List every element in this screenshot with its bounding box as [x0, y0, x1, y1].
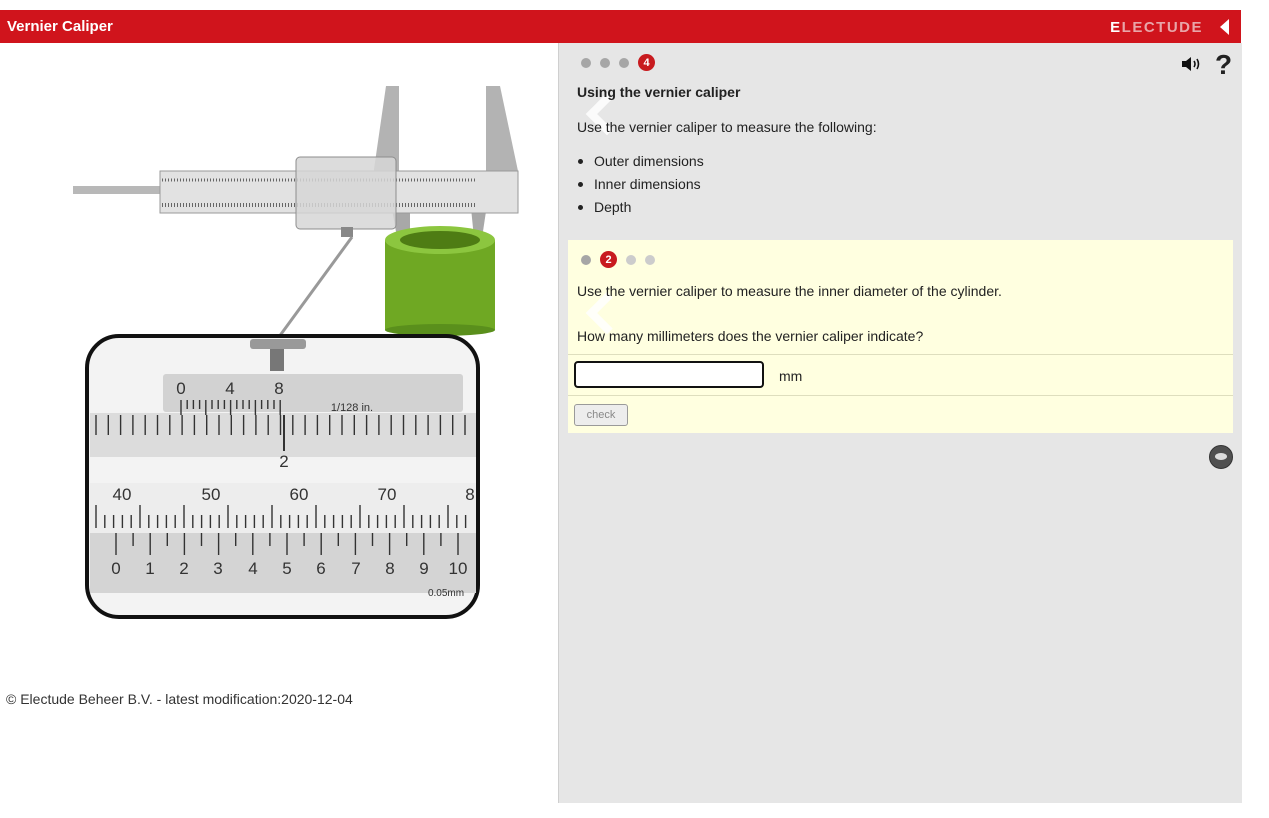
thumb-screw[interactable]: [341, 227, 353, 237]
vernier-number: 5: [282, 559, 292, 578]
copyright-footer: © Electude Beheer B.V. - latest modification:2020-12-04: [6, 691, 353, 707]
depth-rod: [73, 186, 163, 194]
vernier-resolution-label: 0.05mm: [427, 588, 465, 599]
progress-dot-current[interactable]: 2: [600, 251, 617, 268]
mm-main-number: 8: [465, 485, 475, 504]
vernier-number: 3: [213, 559, 223, 578]
inch-scale-label: 1/128 in.: [330, 402, 374, 414]
intro-progress-dots: [581, 54, 664, 71]
inch-vernier-number: 8: [274, 379, 284, 398]
progress-dot-current[interactable]: 4: [638, 54, 655, 71]
progress-dot[interactable]: [600, 58, 610, 68]
vernier-number: 7: [351, 559, 361, 578]
mm-main-number: 40: [112, 485, 132, 504]
exercise-panel: [558, 43, 1242, 803]
vernier-slider[interactable]: [296, 157, 396, 229]
list-item: Inner dimensions: [577, 176, 704, 192]
help-icon[interactable]: ?: [1215, 49, 1233, 80]
vernier-number: 8: [385, 559, 395, 578]
list-item: Outer dimensions: [577, 153, 704, 169]
vernier-caliper-illustration: [0, 43, 558, 643]
answer-input[interactable]: [574, 361, 764, 388]
check-button[interactable]: check: [574, 404, 628, 426]
mm-main-number: 60: [289, 485, 309, 504]
illustration-panel: [0, 43, 558, 803]
collapse-arrow-icon[interactable]: [1220, 19, 1229, 35]
question-box: [568, 240, 1233, 433]
intro-text: Use the vernier caliper to measure the following:: [577, 119, 877, 135]
vernier-number: 2: [179, 559, 189, 578]
list-item: Depth: [577, 199, 704, 215]
question-progress-dots: [581, 251, 664, 268]
progress-dot[interactable]: [581, 58, 591, 68]
inch-main-number: 2: [279, 452, 289, 471]
header-bar: [0, 10, 1241, 43]
divider: [568, 395, 1233, 396]
vernier-number: 9: [419, 559, 429, 578]
vernier-number: 6: [316, 559, 326, 578]
progress-dot[interactable]: [626, 255, 636, 265]
unit-label: mm: [779, 368, 803, 384]
progress-dot[interactable]: [645, 255, 655, 265]
mm-main-number: 70: [377, 485, 397, 504]
progress-dot[interactable]: [581, 255, 591, 265]
inch-vernier-number: 4: [225, 379, 235, 398]
inch-vernier-number: 0: [176, 379, 186, 398]
progress-dot[interactable]: [619, 58, 629, 68]
measurement-list: [577, 153, 704, 222]
vernier-number: 0: [111, 559, 121, 578]
electude-logo: ELECTUDE: [1110, 19, 1203, 36]
intro-title: Using the vernier caliper: [577, 84, 741, 100]
mm-main-number: 50: [201, 485, 221, 504]
moving-jaw: [486, 86, 518, 183]
question-prompt: How many millimeters does the vernier caliper indicate?: [577, 328, 924, 344]
vernier-number: 4: [248, 559, 258, 578]
vernier-number: 10: [448, 559, 468, 578]
page-title: Vernier Caliper: [7, 18, 113, 35]
question-text: Use the vernier caliper to measure the inner diameter of the cylinder.: [577, 283, 1002, 299]
speaker-icon[interactable]: [1181, 56, 1203, 72]
comment-icon[interactable]: [1209, 445, 1233, 469]
vernier-number: 1: [145, 559, 155, 578]
divider: [568, 354, 1233, 355]
